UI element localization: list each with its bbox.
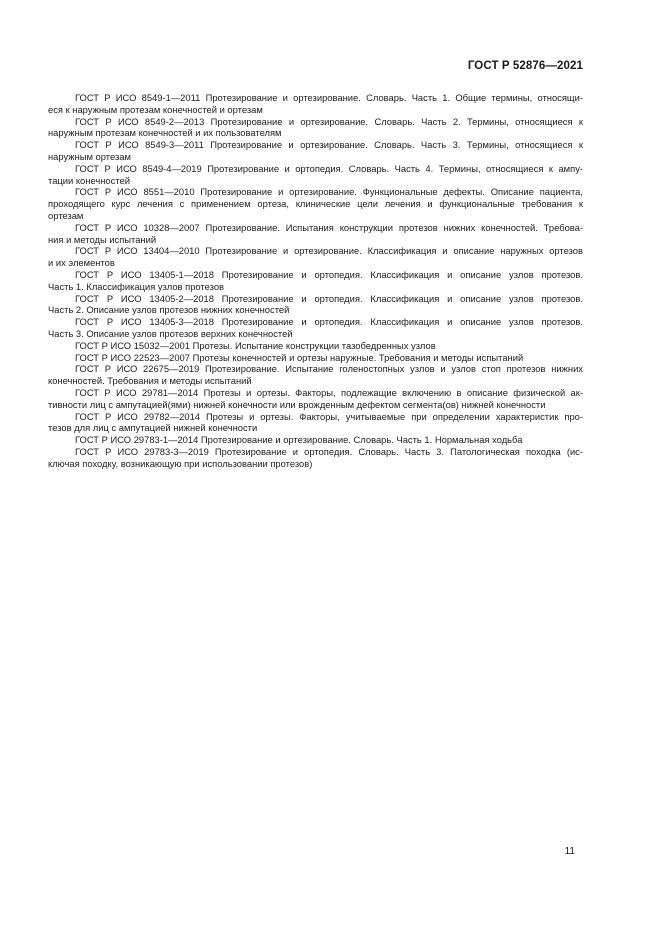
reference-entry bbox=[48, 186, 583, 221]
reference-line: ГОСТ Р ИСО 8549-4—2019 Протезирование и ортопедия. Словарь. Часть 4. Термины, относящиеся к ампу- bbox=[75, 162, 583, 174]
reference-line: ГОСТ Р ИСО 22675—2019 Протезирование. Испытание голеностопных узлов и узлов стоп протезов нижних bbox=[75, 363, 583, 375]
reference-entry bbox=[48, 293, 583, 317]
reference-line: тации конечностей bbox=[48, 174, 130, 186]
reference-entry bbox=[48, 363, 583, 387]
reference-line: ГОСТ Р ИСО 29782—2014 Протезы и ортезы. Факторы, учитываемые при определении характеристик про- bbox=[75, 410, 583, 422]
reference-entry bbox=[48, 245, 583, 269]
reference-line: ортезам bbox=[48, 209, 84, 221]
reference-line: наружным ортезам bbox=[48, 150, 131, 162]
reference-line: конечностей. Требования и методы испытаний bbox=[48, 375, 252, 387]
reference-entry bbox=[48, 340, 583, 352]
reference-line: тивности лиц с ампутацией(ями) нижней конечности или врожденным дефектом сегмента(ов) нижней конечности bbox=[48, 398, 546, 410]
reference-line: ГОСТ Р ИСО 13405-2—2018 Протезирование и ортопедия. Классификация и описание узлов протезов. bbox=[75, 292, 583, 304]
reference-line: ГОСТ Р ИСО 29783-3—2019 Протезирование и ортопедия. Словарь. Часть 3. Патологическая походка (ис- bbox=[75, 445, 583, 457]
reference-line: ГОСТ Р ИСО 13405-3—2018 Протезирование и ортопедия. Классификация и описание узлов протезов. bbox=[75, 316, 583, 328]
reference-entry bbox=[48, 352, 583, 364]
reference-entry bbox=[48, 434, 583, 446]
standard-designation: ГОСТ Р 52876—2021 bbox=[467, 60, 583, 72]
reference-line: ния и методы испытаний bbox=[48, 233, 157, 245]
page-number: 11 bbox=[564, 846, 575, 857]
reference-line: еся к наружным протезам конечностей и ортезам bbox=[48, 103, 263, 115]
reference-line: ГОСТ Р ИСО 10328—2007 Протезирование. Испытания конструкции протезов нижних конечностей. Требова- bbox=[75, 221, 583, 233]
reference-line: ГОСТ Р ИСО 8551—2010 Протезирование и ортезирование. Функциональные дефекты. Описание пациента, bbox=[75, 186, 583, 198]
reference-line: ГОСТ Р ИСО 8549-1—2011 Протезирование и ортезирование. Словарь. Часть 1. Общие термины, относящи- bbox=[75, 92, 583, 103]
reference-line: ГОСТ Р ИСО 13404—2010 Протезирование и ортезирование. Классификация и описание наружных ортезов bbox=[75, 245, 583, 257]
normative-references-list bbox=[48, 92, 583, 470]
reference-entry bbox=[48, 92, 583, 116]
reference-line: Часть 1. Классификация узлов протезов bbox=[48, 280, 225, 292]
reference-line: ГОСТ Р ИСО 15032—2001 Протезы. Испытание конструкции тазобедренных узлов bbox=[75, 339, 436, 351]
reference-entry bbox=[48, 411, 583, 435]
reference-line: ключая походку, возникающую при использовании протезов) bbox=[48, 457, 313, 469]
reference-entry bbox=[48, 139, 583, 163]
reference-entry bbox=[48, 222, 583, 246]
reference-line: Часть 3. Описание узлов протезов верхних конечностей bbox=[48, 327, 293, 339]
reference-line: ГОСТ Р ИСО 22523—2007 Протезы конечностей и ортезы наружные. Требования и методы испытаний bbox=[75, 351, 524, 363]
reference-line: ГОСТ Р ИСО 29781—2014 Протезы и ортезы. Факторы, подлежащие включению в описание физической ак- bbox=[75, 386, 583, 398]
reference-entry bbox=[48, 269, 583, 293]
reference-entry bbox=[48, 387, 583, 411]
reference-line: тезов для лиц с ампутацией нижней конечности bbox=[48, 422, 258, 434]
reference-line: ГОСТ Р ИСО 29783-1—2014 Протезирование и ортезирование. Словарь. Часть 1. Нормальная ходьба bbox=[75, 434, 523, 446]
reference-entry bbox=[48, 446, 583, 470]
reference-entry bbox=[48, 116, 583, 140]
reference-line: наружным протезам конечностей и их пользователям bbox=[48, 127, 282, 139]
reference-line: ГОСТ Р ИСО 13405-1—2018 Протезирование и ортопедия. Классификация и описание узлов протезов. bbox=[75, 268, 583, 280]
reference-entry bbox=[48, 316, 583, 340]
reference-entry bbox=[48, 163, 583, 187]
reference-line: Часть 2. Описание узлов протезов нижних конечностей bbox=[48, 304, 290, 316]
reference-line: проходящего курс лечения с применением ортеза, клинические цели лечения и функциональные требования к bbox=[48, 198, 583, 210]
reference-line: ГОСТ Р ИСО 8549-3—2011 Протезирование и ортезирование. Словарь. Часть 3. Термины, относящиеся к bbox=[75, 139, 583, 151]
reference-line: ГОСТ Р ИСО 8549-2—2013 Протезирование и ортезирование. Словарь. Часть 2. Термины, относящиеся к bbox=[75, 115, 583, 127]
reference-line: и их элементов bbox=[48, 257, 115, 269]
